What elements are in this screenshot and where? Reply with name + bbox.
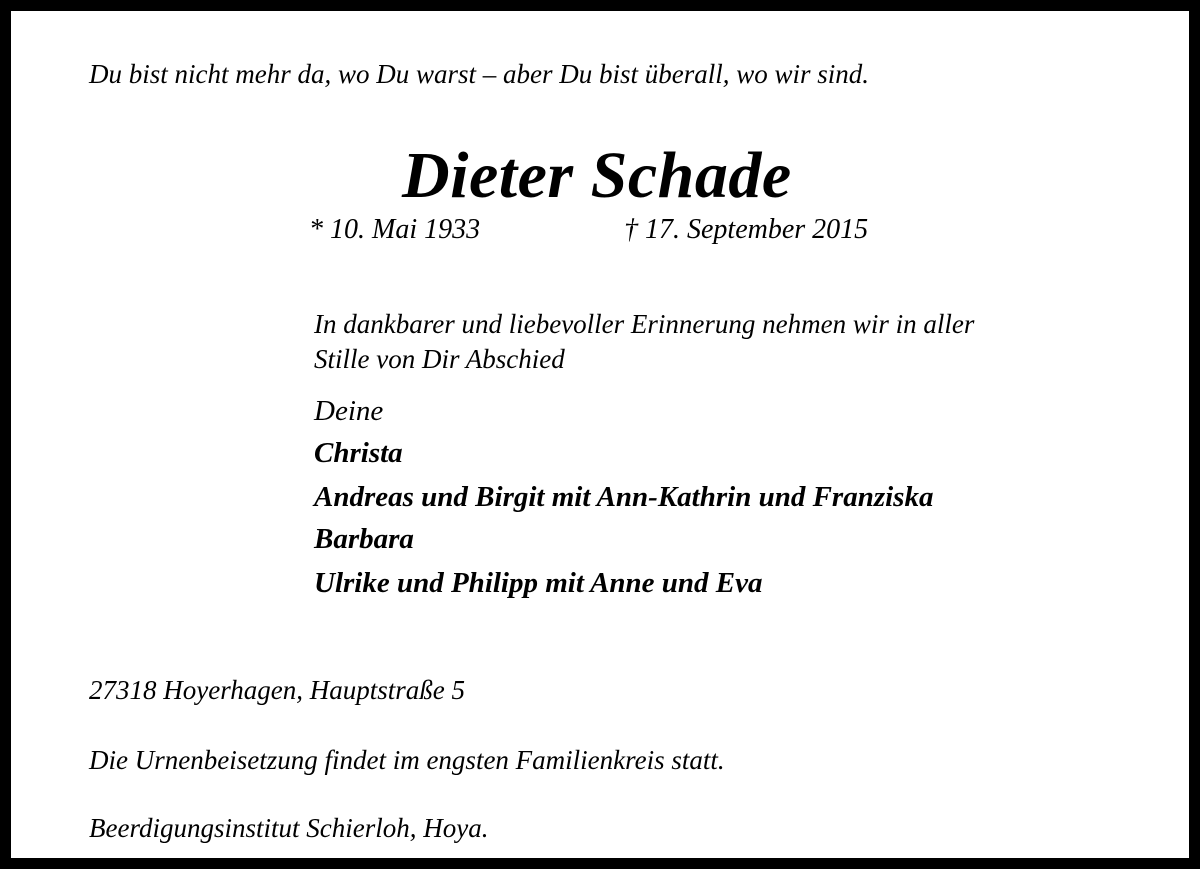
remembrance-line: Stille von Dir Abschied: [314, 344, 565, 374]
undertaker-name: Beerdigungsinstitut Schierloh, Hoya.: [89, 813, 489, 843]
remembrance-text: [314, 307, 974, 377]
signature-intro: Deine: [314, 395, 384, 427]
family-member: Christa: [314, 437, 403, 469]
deceased-name: Dieter Schade: [402, 139, 792, 212]
family-member: Ulrike und Philipp mit Anne und Eva: [314, 567, 763, 599]
family-member: Barbara: [314, 523, 414, 555]
birth-date: * 10. Mai 1933: [309, 214, 481, 245]
burial-note: Die Urnenbeisetzung findet im engsten Familienkreis statt.: [89, 745, 725, 775]
motto-quote: Du bist nicht mehr da, wo Du warst – aber Du bist überall, wo wir sind.: [89, 59, 870, 89]
family-address: 27318 Hoyerhagen, Hauptstraße 5: [89, 675, 465, 705]
death-date: † 17. September 2015: [624, 214, 869, 245]
family-member: Andreas und Birgit mit Ann-Kathrin und Franziska: [314, 481, 934, 513]
remembrance-line: In dankbarer und liebevoller Erinnerung nehmen wir in aller: [314, 309, 975, 339]
